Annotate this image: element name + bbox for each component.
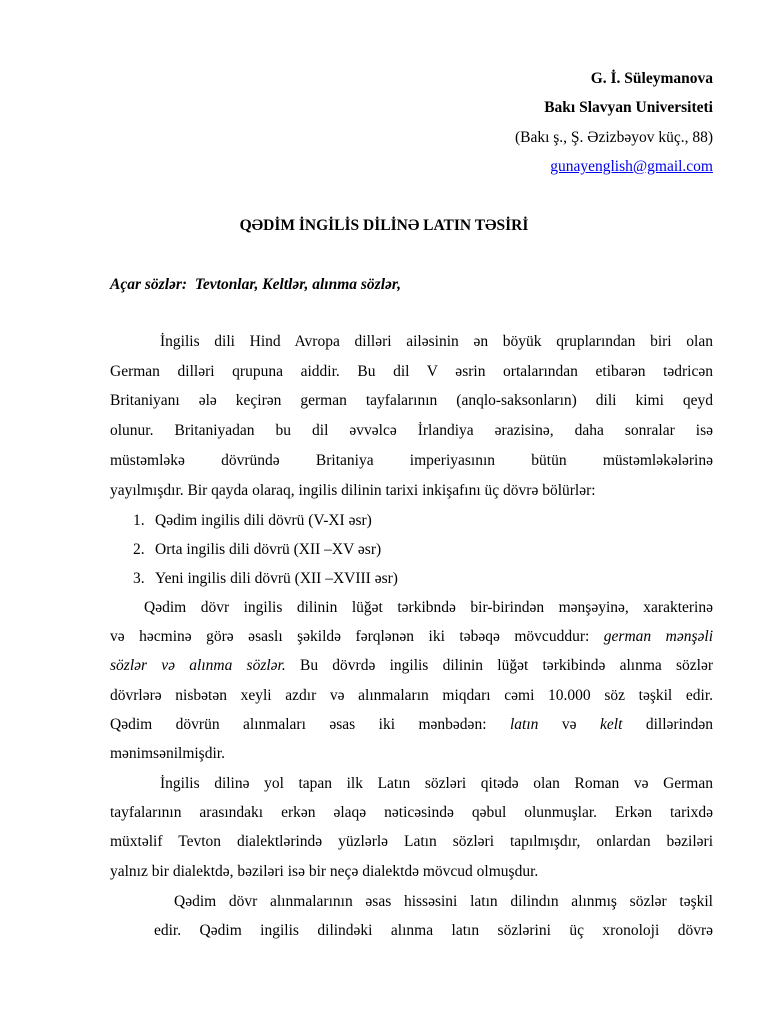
keywords-label: Açar sözlər: xyxy=(110,276,188,293)
intro-line-5: müstəmləkə dövründə Britaniya imperiyasının bütün müstəmləkələrinə xyxy=(110,452,713,469)
list-item-text: Yeni ingilis dili dövrü (XII –XVIII əsr) xyxy=(155,570,398,587)
list-number: 3. xyxy=(133,570,145,587)
para2-line-5 xyxy=(110,717,713,733)
para3-line-2: tayfalarının arasındakı erkən əlaqə nəticəsində qəbul olunmuşlar. Erkən tarixdə xyxy=(110,804,713,821)
author-email-link[interactable]: gunayenglish@gmail.com xyxy=(550,158,713,175)
intro-line-1: İngilis dili Hind Avropa dilləri ailəsinin ən böyük qruplarından biri olan xyxy=(160,333,713,350)
intro-line-6: yayılmışdır. Bir qayda olaraq, ingilis dilinin tarixi inkişafını üç dövrə bölürlər: xyxy=(110,482,596,499)
para2-line-6: mənimsənilmişdir. xyxy=(110,745,225,762)
author-university: Bakı Slavyan Universiteti xyxy=(544,99,713,116)
period-list-item xyxy=(133,570,398,588)
intro-line-3: Britaniyanı ələ keçirən german tayfalarının (anqlo-saksonların) dili kimi qeyd xyxy=(110,392,713,409)
keywords xyxy=(110,276,401,294)
para4-line-2: edir. Qədim ingilis dilindəki alınma latın sözlərini üç xronoloji dövrə xyxy=(154,922,713,939)
para2-italic-term: latın xyxy=(509,716,539,733)
para2-line-2 xyxy=(110,629,713,645)
para2-text: Qədim dövrün alınmaları əsas iki mənbədən: xyxy=(110,716,487,733)
para2-text: və həcminə görə əsaslı şəkildə fərqlənən iki təbəqə mövcuddur: xyxy=(110,628,590,645)
keywords-value: Tevtonlar, Keltlər, alınma sözlər, xyxy=(194,276,401,293)
author-address: (Bakı ş., Ş. Əzizbəyov küç., 88) xyxy=(514,129,713,146)
list-number: 2. xyxy=(133,541,145,558)
list-item-text: Qədim ingilis dili dövrü (V-XI əsr) xyxy=(155,512,372,529)
para2-italic-term: german mənşəli xyxy=(603,628,714,645)
para2-text: dillərindən xyxy=(645,716,714,733)
period-list-item xyxy=(133,512,372,530)
para2-italic-term: kelt xyxy=(600,716,623,733)
period-list-item xyxy=(133,541,381,559)
para3-line-4: yalnız bir dialektdə, bəziləri isə bir neçə dialektdə mövcud olmuşdur. xyxy=(110,863,539,880)
para3-line-1: İngilis dilinə yol tapan ilk Latın sözləri qitədə olan Roman və German xyxy=(160,775,713,792)
list-number: 1. xyxy=(133,512,145,529)
list-item-text: Orta ingilis dili dövrü (XII –XV əsr) xyxy=(155,541,382,558)
para2-italic-term: sözlər və alınma sözlər. xyxy=(110,657,286,674)
article-title: QƏDİM İNGİLİS DİLİNƏ LATIN TƏSİRİ xyxy=(239,217,529,234)
para2-line-1: Qədim dövr ingilis dilinin lüğət tərkibndə bir-birindən mənşəyinə, xarakterinə xyxy=(144,599,713,616)
intro-line-2: German dilləri qrupuna aiddir. Bu dil V əsrin ortalarından etibarən tədricən xyxy=(110,363,713,380)
para2-text: və xyxy=(561,716,577,733)
intro-line-4: olunur. Britaniyadan bu dil əvvəlcə İrlandiya ərazisinə, daha sonralar isə xyxy=(110,422,713,439)
author-name: G. İ. Süleymanova xyxy=(590,70,713,87)
para3-line-3: müxtəlif Tevton dialektlərində yüzlərlə Latın sözləri tapılmışdır, onlardan bəziləri xyxy=(110,833,713,850)
para4-line-1: Qədim dövr alınmalarının əsas hissəsini latın dilindın alınmış sözlər təşkil xyxy=(174,893,713,910)
para2-line-3 xyxy=(110,658,713,674)
para2-text: Bu dövrdə ingilis dilinin lüğət tərkibində alınma sözlər xyxy=(299,657,713,674)
para2-line-4: dövrlərə nisbətən xeyli azdır və alınmaların miqdarı cəmi 10.000 söz təşkil edir. xyxy=(110,687,713,704)
